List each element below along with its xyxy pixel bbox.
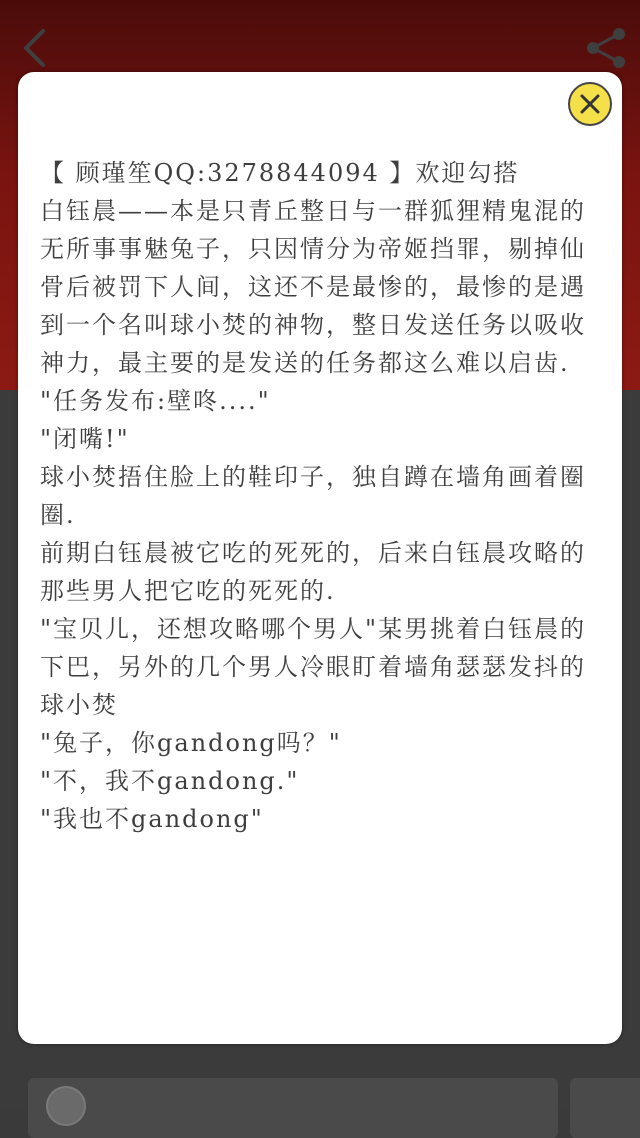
avatar bbox=[46, 1086, 86, 1126]
synopsis-paragraph: "宝贝儿，还想攻略哪个男人"某男挑着白钰晨的下巴，另外的几个男人冷眼盯着墙角瑟瑟发抖的球小焚 bbox=[40, 615, 587, 719]
synopsis-text bbox=[40, 154, 600, 838]
synopsis-dialog bbox=[18, 72, 622, 1044]
synopsis-paragraph: "闭嘴!" bbox=[40, 425, 130, 453]
synopsis-paragraph: 球小焚捂住脸上的鞋印子，独自蹲在墙角画着圈圈. bbox=[40, 463, 586, 529]
synopsis-paragraph: 【 顾瑾笙QQ:3278844094 】欢迎勾搭 bbox=[40, 159, 520, 187]
synopsis-paragraph: "不，我不gandong." bbox=[40, 767, 300, 795]
chevron-left-icon bbox=[21, 28, 47, 68]
share-icon bbox=[582, 24, 630, 72]
synopsis-paragraph: "兔子，你gandong吗？" bbox=[40, 729, 342, 757]
close-button[interactable] bbox=[568, 82, 612, 126]
synopsis-paragraph: "我也不gandong" bbox=[40, 805, 264, 833]
background-comment-card bbox=[28, 1078, 558, 1138]
share-button[interactable] bbox=[582, 24, 630, 72]
synopsis-paragraph: 白钰晨——本是只青丘整日与一群狐狸精鬼混的无所事事魅兔子，只因情分为帝姬挡罪，剔掉仙骨后被罚下人间，这还不是最惨的，最惨的是遇到一个名叫球小焚的神物，整日发送任务以吸收神力，最主要的是发送的任务都这么难以启齿. bbox=[40, 197, 586, 377]
synopsis-paragraph: 前期白钰晨被它吃的死死的，后来白钰晨攻略的那些男人把它吃的死死的. bbox=[40, 539, 586, 605]
close-icon bbox=[579, 93, 601, 115]
synopsis-paragraph: "任务发布:壁咚...." bbox=[40, 387, 271, 415]
background-side-card bbox=[570, 1078, 640, 1138]
back-button[interactable] bbox=[14, 26, 54, 70]
